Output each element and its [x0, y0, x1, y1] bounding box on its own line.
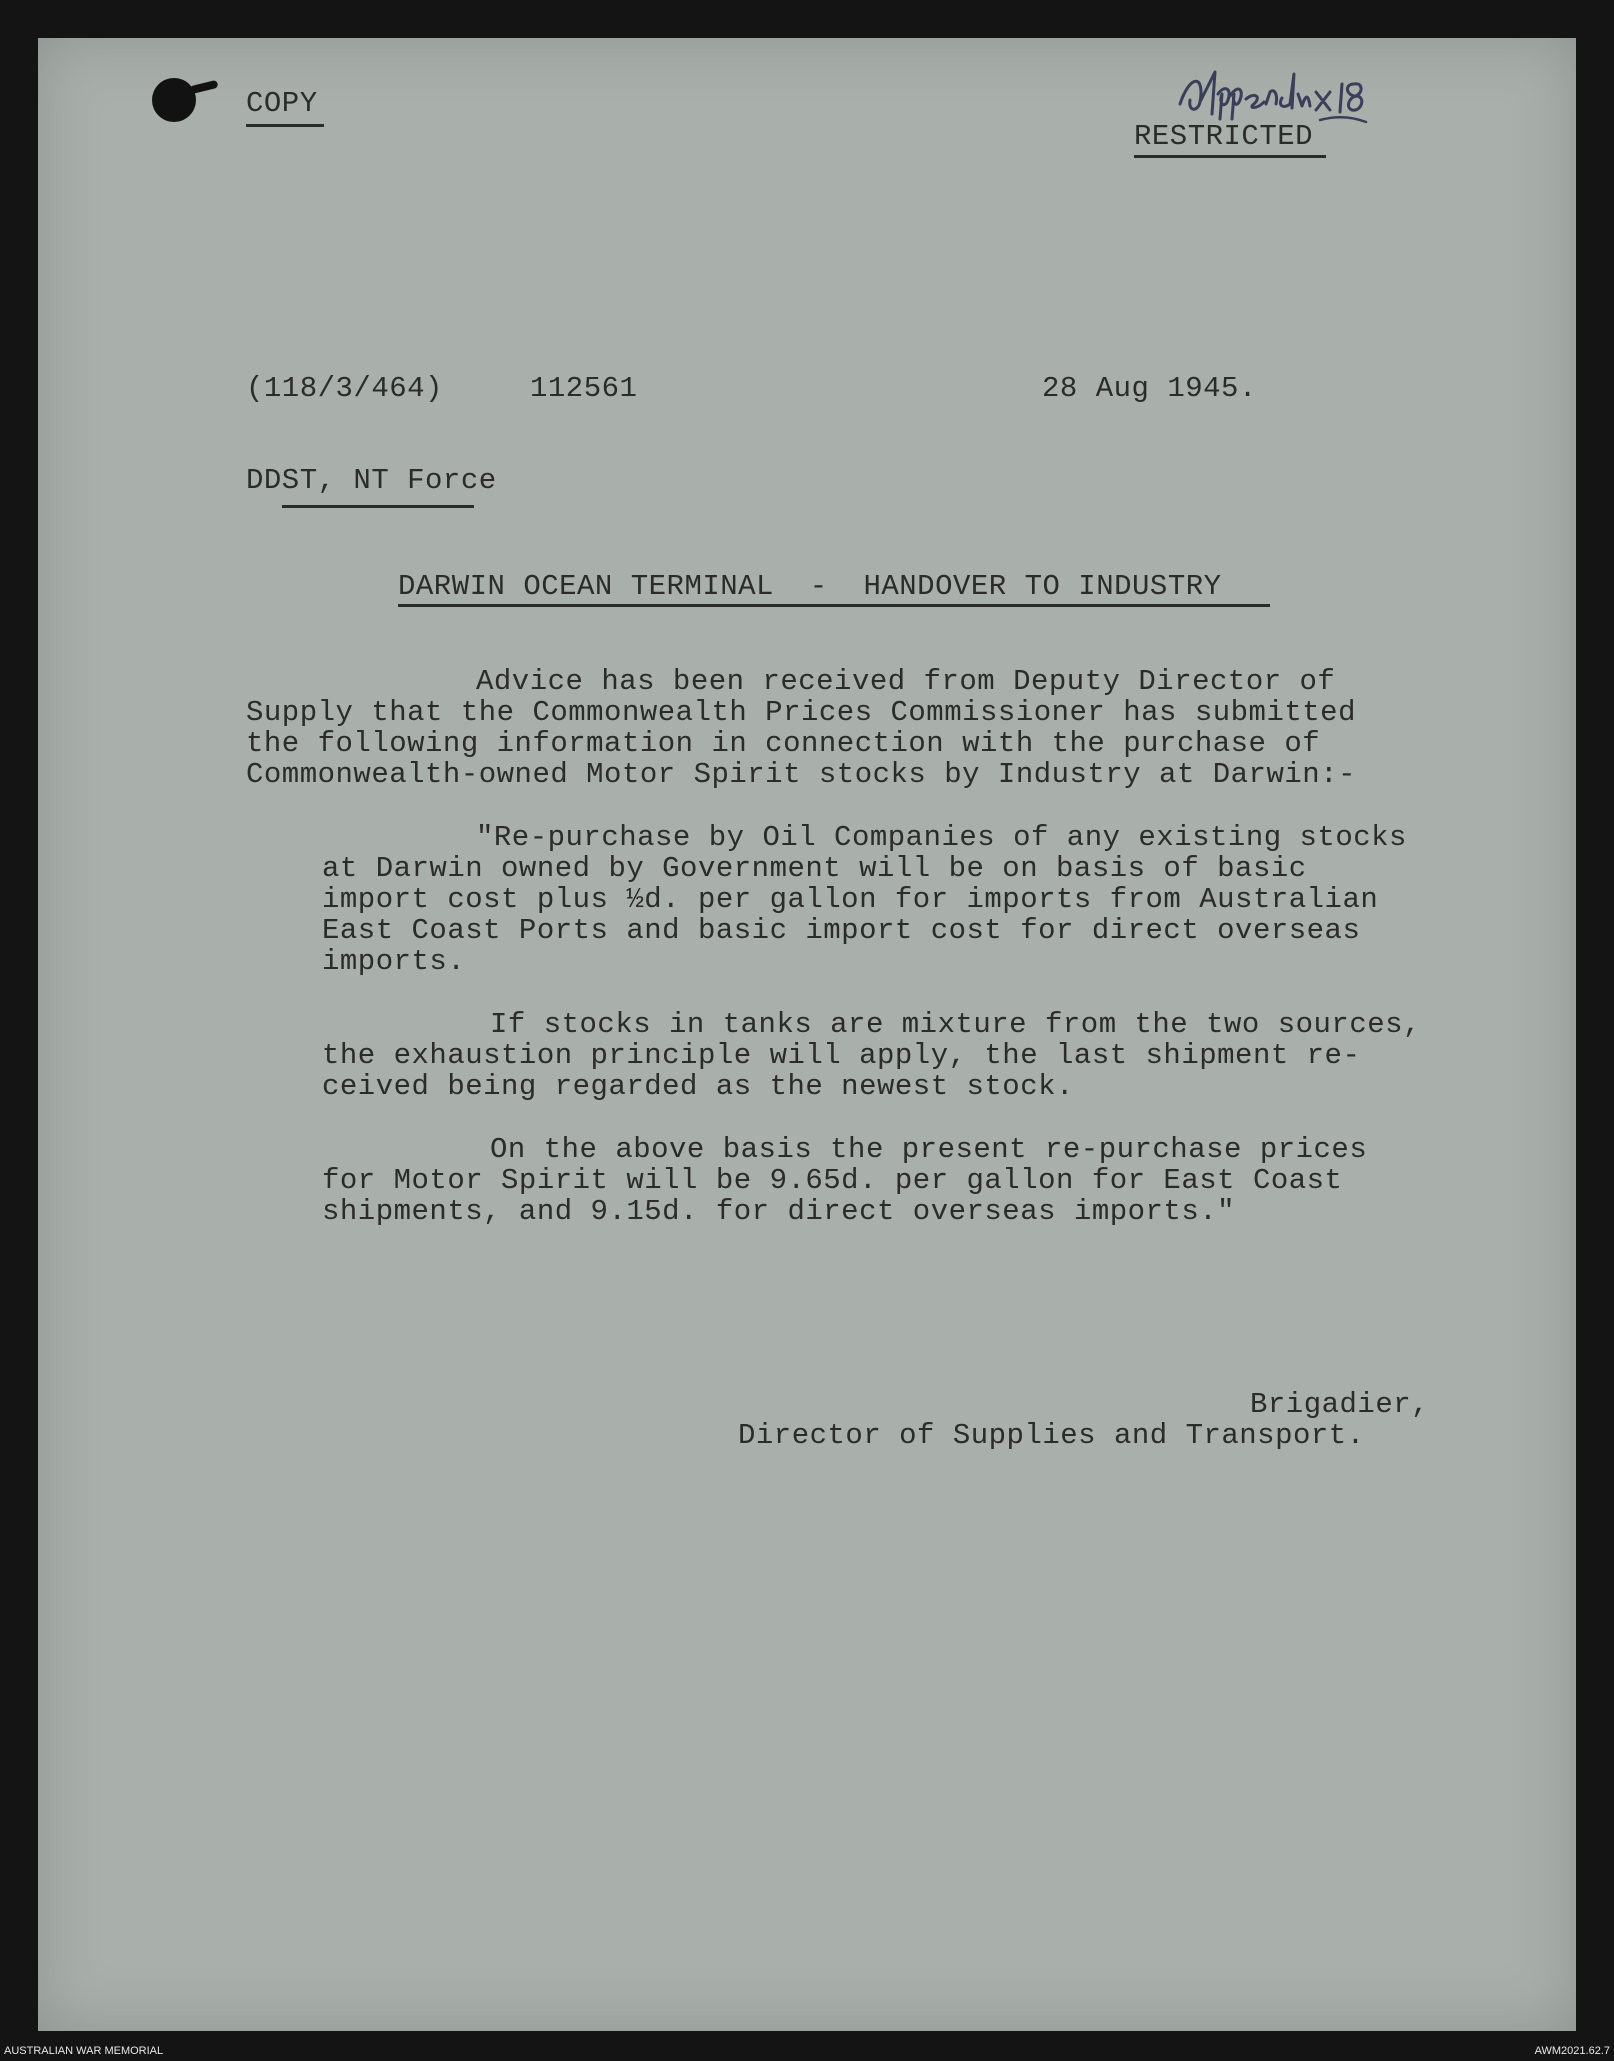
file-reference: (118/3/464) — [246, 372, 443, 405]
subject-heading: DARWIN OCEAN TERMINAL - HANDOVER TO INDUSTRY — [398, 570, 1222, 603]
paragraph-line: Advice has been received from Deputy Director of — [476, 665, 1336, 698]
document-date: 28 Aug 1945. — [1042, 372, 1257, 405]
quote-line: "Re-purchase by Oil Companies of any existing stocks — [476, 821, 1407, 854]
signature-title: Director of Supplies and Transport. — [738, 1419, 1365, 1452]
document-number: 112561 — [530, 372, 638, 405]
classification-underline — [1134, 155, 1326, 158]
quote-line: If stocks in tanks are mixture from the two sources, — [490, 1008, 1421, 1041]
footer-institution: AUSTRALIAN WAR MEMORIAL — [4, 2045, 164, 2057]
quote-line: East Coast Ports and basic import cost for direct overseas — [322, 914, 1361, 947]
quote-line: shipments, and 9.15d. for direct overseas imports." — [322, 1195, 1236, 1228]
addressee-underline — [282, 505, 474, 508]
copy-underline — [246, 124, 324, 127]
quote-line: for Motor Spirit will be 9.65d. per gallon for East Coast — [322, 1164, 1343, 1197]
punch-hole — [152, 78, 196, 122]
subject-underline — [398, 604, 1270, 607]
paragraph-line: Supply that the Commonwealth Prices Commissioner has submitted — [246, 696, 1356, 729]
classification-marking: RESTRICTED — [1134, 120, 1314, 153]
signature-rank: Brigadier, — [1250, 1388, 1430, 1421]
quote-line: ceived being regarded as the newest stock. — [322, 1070, 1074, 1103]
addressee: DDST, NT Force — [246, 464, 497, 497]
footer-accession-number: AWM2021.62.7 — [1534, 2045, 1610, 2057]
quote-line: On the above basis the present re-purchase prices — [490, 1133, 1368, 1166]
paragraph-line: the following information in connection with the purchase of — [246, 727, 1321, 760]
paragraph-line: Commonwealth-owned Motor Spirit stocks by Industry at Darwin:- — [246, 758, 1356, 791]
quote-line: imports. — [322, 945, 466, 978]
copy-label: COPY — [246, 87, 318, 120]
quote-line: the exhaustion principle will apply, the last shipment re- — [322, 1039, 1361, 1072]
quote-line: import cost plus ½d. per gallon for imports from Australian — [322, 883, 1379, 916]
quote-line: at Darwin owned by Government will be on basis of basic — [322, 852, 1307, 885]
